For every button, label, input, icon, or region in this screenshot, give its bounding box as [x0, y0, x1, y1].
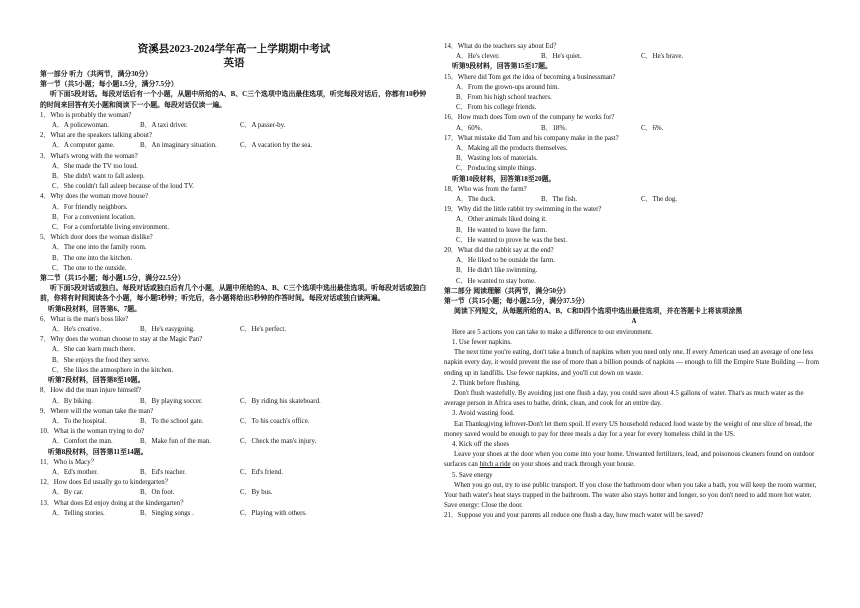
left-column [40, 0, 428, 519]
question-12: 12．How does Ed usually go to kindergarten？ [40, 479, 172, 487]
option-c: C．Ed's friend. [240, 468, 283, 476]
tip-4-heading: 4. Kick off the shoes [452, 440, 510, 448]
passage-intro: Here are 5 actions you can take to make a difference to our environment. [452, 328, 653, 336]
option-b: B．He wanted to leave the farm. [456, 226, 548, 234]
question-9: 9．Where will the woman take the man? [40, 407, 154, 415]
question-10-options [40, 437, 428, 447]
question-14-options [444, 52, 824, 62]
option-a: A．A policewoman. [52, 122, 110, 130]
question-13-options [40, 509, 428, 519]
option-a: A．Telling stories. [52, 509, 105, 517]
tip-2-heading: 2. Think before flushing. [452, 379, 521, 387]
option-b: B．The one into the kitchen. [52, 254, 133, 262]
option-b: B．For a convenient location. [52, 213, 136, 221]
material-9-heading: 听第9段材料，回答第15至17题。 [452, 63, 552, 71]
option-c: C．By bus. [240, 489, 273, 497]
option-a: A．He liked to be outside the farm. [456, 257, 555, 265]
option-c: C．The dog. [641, 196, 677, 204]
option-b: B．An imaginary situation. [140, 142, 217, 150]
option-c: C．A vacation by the sea. [240, 142, 313, 150]
tip-1-heading: 1. Use fewer napkins. [452, 338, 512, 346]
option-c: C．For a comfortable living environment. [52, 224, 169, 232]
material-7-heading: 听第7段材料，回答第8至10题。 [48, 377, 145, 385]
option-a: A．He's creative. [52, 326, 102, 334]
question-1: 1．Who is probably the woman? [40, 111, 132, 119]
question-11: 11．Who is Macy？ [40, 458, 98, 466]
question-6: 6．What is the man's boss like? [40, 315, 129, 323]
option-c: C．She couldn't fall asleep because of the loud TV. [52, 183, 195, 191]
reading-instructions: 阅读下列短文，从每题所给的A、B、C和D四个选项中选出最佳选项，并在答题卡上将该项涂黑 [454, 308, 743, 316]
reading-section1-heading: 第一节（共15小题；每小题2.5分，满分37.5分） [444, 298, 589, 306]
question-20: 20．What did the rabbit say at the end? [444, 247, 554, 255]
tip-4-text [444, 450, 824, 470]
question-8: 8．How did the man injure himself? [40, 387, 142, 395]
question-15: 15．Where did Tom get the idea of becoming a businessman? [444, 73, 616, 81]
section2-instructions: 听下面5段对话或独白。每段对话或独白后有几个小题，从题中所给的A、B、C三个选项中选出最佳选项。听每段对话或独白前，你将有时间阅读各个小题，每小题5秒钟；听完后，各小题将给出5秒钟的作答时间。每段对话或独白读两遍。 [40, 285, 427, 303]
question-10: 10．What is the woman trying to do? [40, 428, 145, 436]
option-c: C．Check the man's injury. [240, 438, 317, 446]
option-c: C．To his coach's office. [240, 417, 310, 425]
question-18: 18．Who was from the farm? [444, 185, 527, 193]
question-14: 14．What do the teachers say about Ed？ [444, 43, 560, 50]
tip-3-text: Eat Thanksgiving leftover-Don't let them spoil. If every US household reduced food waste by the weight of one slice of bread, the money saved would be enough to pay for three meals a day for a year for every homeless child in the US. [444, 420, 813, 438]
section1-instructions: 听下面5段对话。每段对话后有一个小题，从题中所给的A、B、C三个选项中选出最佳选项，听完每段对话后，你都有10秒钟的时间来回答有关小题和阅读下一小题。每段对话仅读一遍。 [40, 91, 427, 109]
option-a: A．Comfort the man. [52, 438, 113, 446]
option-c: C．6%. [641, 124, 664, 132]
option-b: B．She enjoys the food they serve. [52, 356, 150, 364]
option-b: B．He's easygoing. [140, 326, 195, 334]
option-c: C．He wanted to stay home. [456, 277, 536, 285]
question-9-options [40, 417, 428, 427]
question-11-options [40, 468, 428, 478]
material-8-heading: 听第8段材料，回答第11至14题。 [48, 448, 148, 456]
option-b: B．18%. [541, 124, 567, 132]
question-1-options [40, 121, 428, 131]
material-6-heading: 听第6段材料，回答第6、7题。 [48, 305, 142, 313]
exam-title: 资溪县2023-2024学年高一上学期期中考试 [137, 44, 331, 55]
option-a: A．For friendly neighbors. [52, 203, 128, 211]
material-10-heading: 听第10段材料，回答第18至20题。 [452, 175, 556, 183]
option-b: B．He's quiet. [541, 53, 582, 61]
option-c: C．A passer-by. [240, 122, 286, 130]
option-b: B．He didn't like swimming. [456, 267, 538, 275]
option-b: B．The fish. [541, 196, 577, 204]
option-c: C．He's perfect. [240, 326, 287, 334]
passage-label: A [631, 318, 637, 326]
option-c: C．From his college friends. [456, 104, 537, 112]
exam-subject: 英语 [223, 57, 245, 69]
question-18-options [444, 195, 824, 205]
option-b: B．Ed's teacher. [140, 468, 187, 476]
option-c: C．The one to the outside. [52, 264, 127, 272]
question-19: 19．Why did the little rabbit try swimming in the water? [444, 206, 602, 214]
option-c: C．By riding his skateboard. [240, 397, 321, 405]
option-b: B．Singing songs . [140, 509, 194, 517]
underlined-phrase: hitch a ride [479, 461, 511, 469]
option-b: B．Wasting lots of materials. [456, 155, 538, 163]
question-8-options [40, 397, 428, 407]
question-5: 5．Which door does the woman dislike? [40, 234, 153, 242]
option-a: A．Making all the products themselves. [456, 145, 568, 153]
option-a: A．A computer game. [52, 142, 115, 150]
option-a: A．The one into the family room. [52, 244, 147, 252]
option-a: A．To the hospital. [52, 417, 107, 425]
part2-heading: 第二部分 阅读理解（共两节，满分50分） [444, 287, 570, 295]
option-a: A．Other animals liked doing it. [456, 216, 547, 224]
question-12-options [40, 488, 428, 498]
tip-4-text-post: on your shoes and track through your house. [510, 461, 635, 469]
tip-4-text-pre: Leave your shoes at the door when you come into your home. Unwanted fertilizers, lead, and poisonous cleaners found on outdoor surfaces can [444, 451, 815, 469]
question-4: 4．Why does the woman move house? [40, 193, 149, 201]
option-a: A．60%. [456, 124, 483, 132]
section1-heading: 第一节（共5小题；每小题1.5分，满分7.5分） [40, 81, 178, 89]
option-b: B．Make fun of the man. [140, 438, 211, 446]
question-17: 17．What mistake did Tom and his company make in the past? [444, 134, 619, 142]
tip-3-heading: 3. Avoid wasting food. [452, 410, 515, 418]
section2-heading: 第二节（共15小题；每小题1.5分，满分22.5分） [40, 275, 185, 283]
option-a: A．He's clever. [456, 53, 500, 61]
question-21: 21．Suppose you and your parents all reduce one flush a day, how much water will be saved? [444, 512, 704, 520]
option-c: C．He's brave. [641, 53, 684, 61]
question-3: 3．What's wrong with the woman? [40, 152, 138, 160]
option-a: A．The duck. [456, 196, 496, 204]
option-b: B．A taxi driver. [140, 122, 188, 130]
question-13: 13．What does Ed enjoy doing at the kindergarten？ [40, 499, 188, 507]
option-b: B．To the school gate. [140, 417, 204, 425]
option-c: C．Playing with others. [240, 509, 307, 517]
right-column [444, 42, 824, 522]
option-a: A．She can learn much there. [52, 346, 136, 354]
question-16: 16．How much does Tom own of the company he works for? [444, 114, 615, 122]
tip-5-text: When you go out, try to use public transport. If you close the bathroom door when you take a bath, you will keep the room warmer, Your bath water's heat stays trapped in the bathroom. The water also stays hotter and longer, so you don't need to add more hot water. Save energy: Close the door. [444, 481, 817, 510]
option-b: B．She didn't want to fall asleep. [52, 173, 145, 181]
option-b: B．On foot. [140, 489, 175, 497]
option-a: A．She made the TV too loud. [52, 162, 138, 170]
question-16-options [444, 124, 824, 134]
option-a: A．By car. [52, 489, 84, 497]
option-b: B．By playing soccer. [140, 397, 203, 405]
tip-2-text: Don't flush wastefully. By avoiding just one flush a day, you could save about 4.5 gallons of water. That's as much water as the average person in Africa uses to bathe, drink, clean, and cook for an entire day. [444, 389, 804, 408]
option-c: C．He wanted to prove he was the best. [456, 236, 567, 244]
tip-1-text: The next time you're eating, don't take a bunch of napkins when you need only one. If every American used an average of one less napkin every day, it would prevent the use of more than a billion pounds of napkins — enough to fill the Empire State Building — from ending up in landfills. Use fewer napkins, and you'll cut down on waste. [444, 349, 820, 377]
option-b: B．From his high school teachers. [456, 94, 552, 102]
tip-5-heading: 5. Save energy [452, 471, 493, 479]
option-a: A．Ed's mother. [52, 468, 99, 476]
option-a: A．By biking. [52, 397, 93, 405]
option-c: C．She likes the atmosphere in the kitchen. [52, 366, 174, 374]
question-2: 2．What are the speakers talking about? [40, 132, 152, 140]
part1-heading: 第一部分 听力（共两节，满分30分） [40, 71, 152, 78]
question-6-options [40, 325, 428, 335]
question-7: 7．Why does the woman choose to stay at the Magic Pan? [40, 336, 203, 344]
option-a: A．From the grown-ups around him. [456, 83, 560, 91]
question-2-options [40, 141, 428, 151]
option-c: C．Producing simple things. [456, 165, 537, 173]
